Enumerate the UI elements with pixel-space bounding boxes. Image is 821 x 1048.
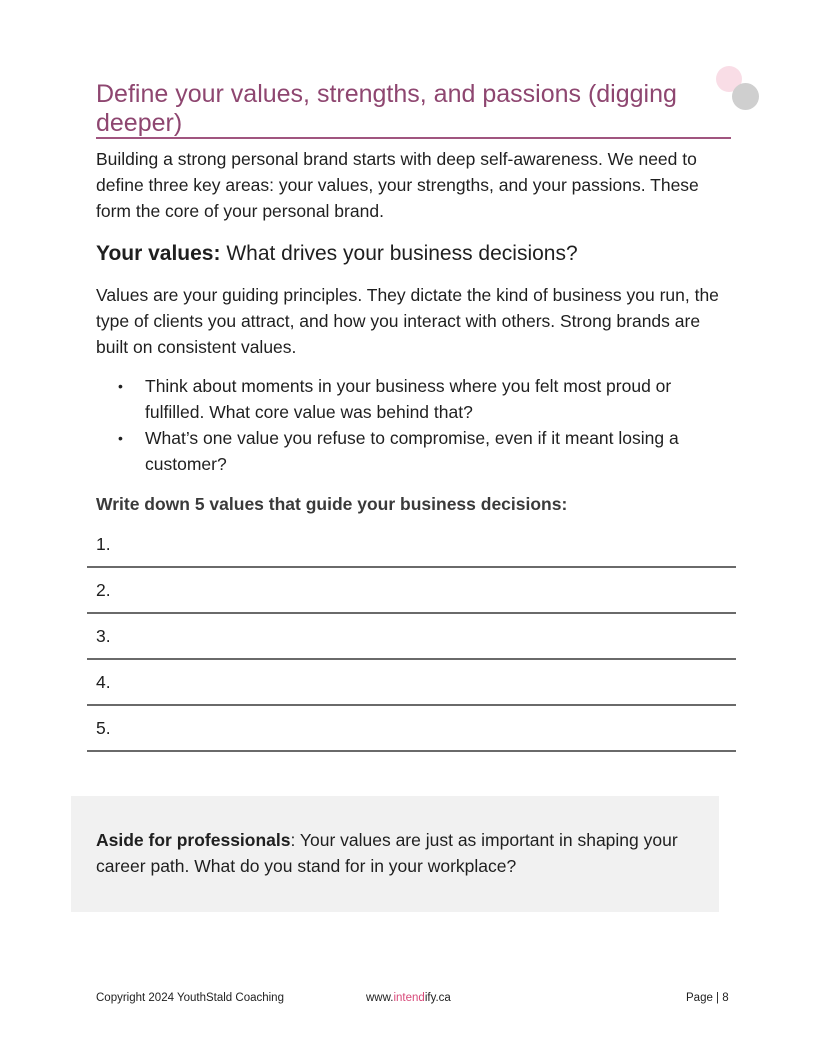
footer-website[interactable] — [366, 990, 451, 1006]
reflection-bullet-list — [118, 373, 718, 477]
title-underline — [96, 137, 731, 139]
line-number: 2. — [96, 580, 111, 600]
line-number: 3. — [96, 626, 111, 646]
footer-page-number: Page | 8 — [686, 992, 729, 1004]
write-line[interactable] — [87, 660, 736, 706]
bullet-item: • What’s one value you refuse to compromise, even if it meant losing a customer? — [118, 425, 718, 477]
decorative-grey-circle — [732, 83, 759, 110]
footer-copyright: Copyright 2024 YouthStald Coaching — [96, 992, 284, 1004]
values-heading-rest: What drives your business decisions? — [220, 242, 578, 265]
page-title: Define your values, strengths, and passions (digging deeper) — [96, 80, 677, 137]
website-suffix: ify.ca — [424, 992, 451, 1004]
values-prompt: Write down 5 values that guide your business decisions: — [96, 494, 568, 514]
intro-paragraph: Building a strong personal brand starts with deep self-awareness. We need to define three key areas: your values, your strengths, and your passions. These form the core of your personal brand. — [96, 149, 699, 221]
line-number: 1. — [96, 534, 111, 554]
write-line[interactable] — [87, 522, 736, 568]
write-line[interactable] — [87, 568, 736, 614]
aside-label: Aside for professionals — [96, 830, 291, 850]
write-line[interactable] — [87, 614, 736, 660]
aside-box — [71, 796, 719, 912]
write-line[interactable] — [87, 706, 736, 752]
aside-text — [96, 827, 686, 879]
aside-body: : Your values are just as important in shaping your career path. What do you stand for in your workplace? — [96, 830, 678, 876]
line-number: 4. — [96, 672, 111, 692]
values-heading — [96, 240, 578, 268]
line-number: 5. — [96, 718, 111, 738]
website-accent: intend — [393, 992, 425, 1004]
values-heading-bold: Your values: — [96, 242, 221, 265]
website-prefix: www. — [366, 992, 394, 1004]
values-paragraph: Values are your guiding principles. They dictate the kind of business you run, the type of clients you attract, and how you interact with others. Strong brands are built on consistent values. — [96, 285, 719, 357]
values-write-lines — [87, 522, 736, 752]
bullet-item: • Think about moments in your business where you felt most proud or fulfilled. What core value was behind that? — [118, 373, 718, 425]
